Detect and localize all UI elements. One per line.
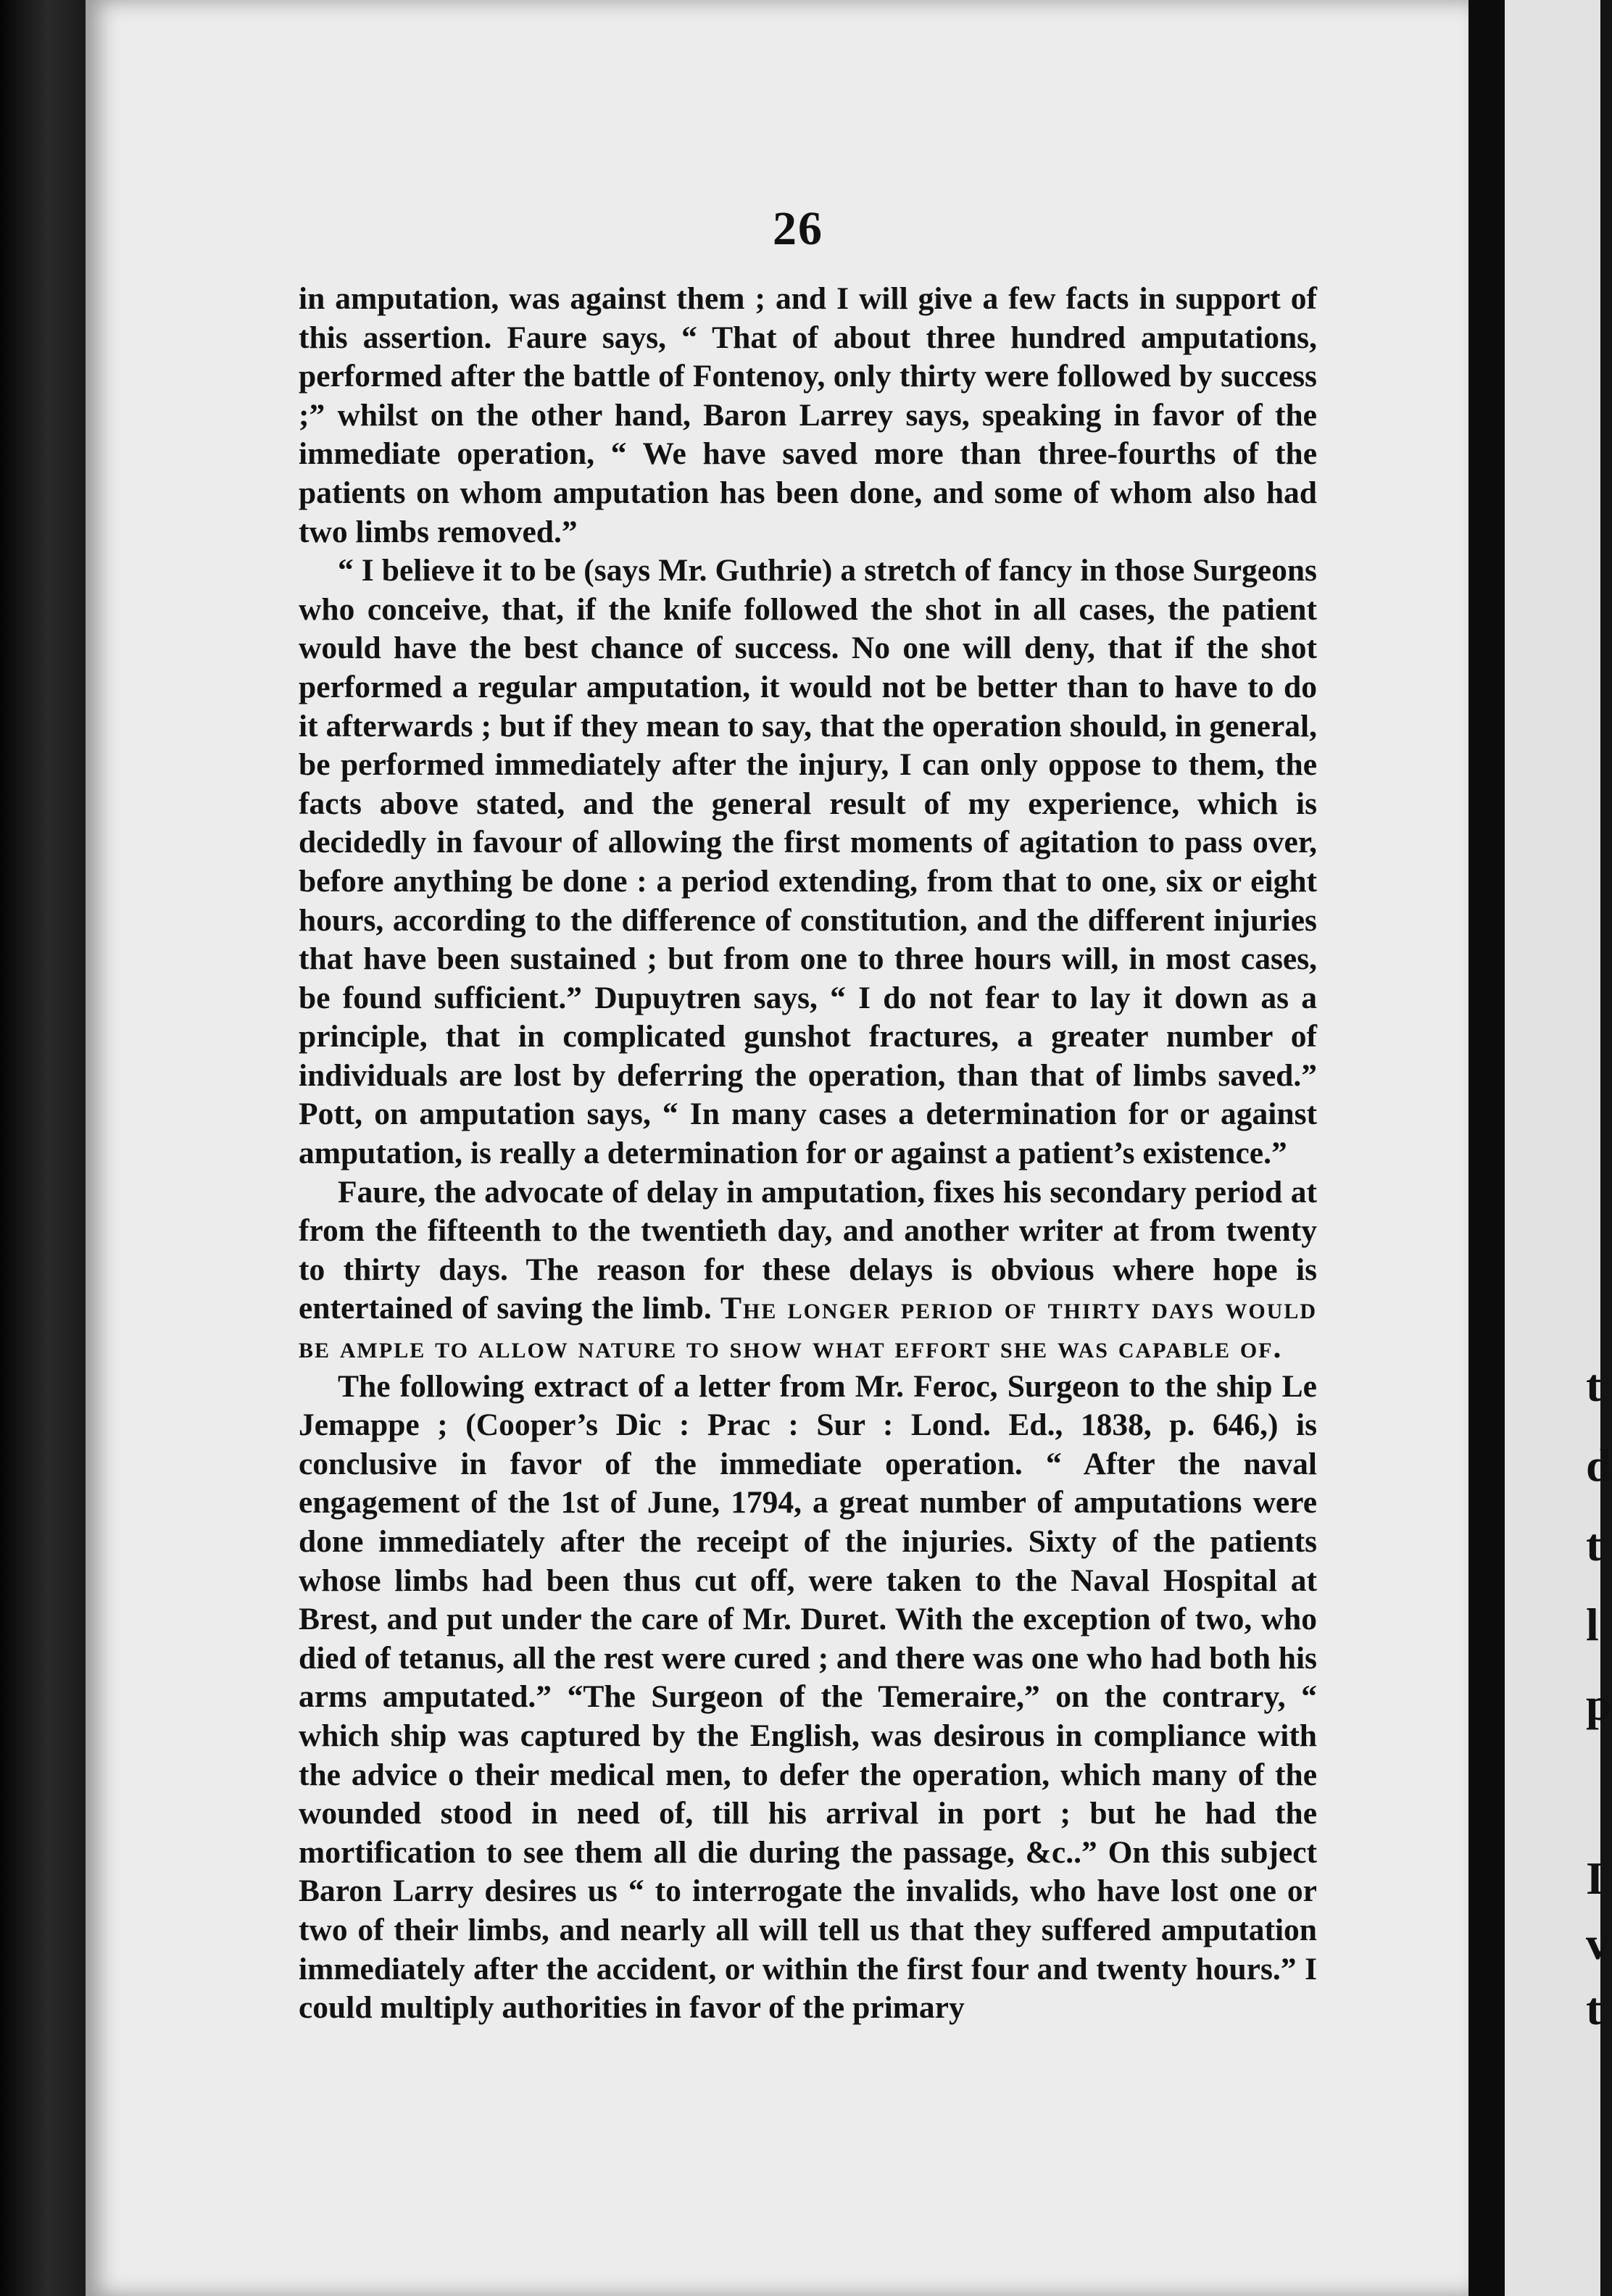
facing-page-fragment: p [1586,1679,1612,1730]
paragraph-2: “ I believe it to be (says Mr. Guthrie) a stretch of fancy in those Surgeons who conceive, that, if the knife followed the shot in all cases, the patient would have the best chance of success. No one will deny, that if the shot performed a regular amputation, it would not be better than to have to do it afterwards ; but if they mean to say, that the operation should, in general, be performed immediately after the injury, I can only oppose to them, the facts above stated, and the general result of my experience, which is decidedly in favour of allowing the first moments of agitation to pass over, before anything be done : a period extending, from that to one, six or eight hours, according to the difference of constitution, and the different injuries that have been sustained ; but from one to three hours will, in most cases, be found sufficient.” Dupuytren says, “ I do not fear to lay it down as a principle, that in complicated gunshot fractures, a greater number of individuals are lost by deferring the operation, than that of limbs saved.” Pott, on amputation says, “ In many cases a determination for or against amputation, is really a determination for or against a patient’s existence.” [299,553,1317,1171]
paragraph-3 [299,1173,1317,1368]
book-spine-shadow [0,0,87,2296]
paragraph-3-text: Faure, the advocate of delay in amputation, fixes his secondary period at from the fifteenth to the twentieth day, and another writer at from twenty to thirty days. The reason for these delays is obvious where hope is entertained of saving the limb. [299,1174,1317,1326]
facing-page-fragment: v [1586,1918,1609,1969]
facing-page-fragment: l [1586,1599,1599,1650]
facing-page-fragment: t [1586,1360,1602,1411]
page-number: 26 [773,202,823,255]
facing-page-fragment: I [1586,1852,1604,1904]
facing-page-edge [1505,0,1612,2296]
facing-page-fragment: t [1586,1519,1602,1571]
facing-page-fragment: t [1586,1983,1602,2034]
body-text [299,280,1317,2028]
page-gutter [1468,0,1505,2296]
paragraph-4: The following extract of a letter from Mr. Feroc, Surgeon to the ship Le Jemappe ; (Cooper’s Dic : Prac : Sur : Lond. Ed., 1838, p. 646,) is conclusive in favor of the immediate operation. “ After the naval engagement of the 1st of June, 1794, a great number of amputations were done immediately after the receipt of the injuries. Sixty of the patients whose limbs had been thus cut off, were taken to the Naval Hospital at Brest, and put under the care of Mr. Duret. With the exception of two, who died of tetanus, all the rest were cured ; and there was one who had both his arms amputated.” “The Surgeon of the Temeraire,” on the contrary, “ which ship was captured by the English, was desirous in compliance with the advice o their medical men, to defer the operation, which many of the wounded stood in need of, till his arrival in port ; but he had the mortification to see them all die during the passage, &c..” On this subject Baron Larry desires us “ to interrogate the invalids, who have lost one or two of their limbs, and nearly all will tell us that they suffered amputation immediately after the accident, or within the first four and twenty hours.” I could multiply authorities in favor of the primary [299,1368,1317,2026]
paragraph-3-small-caps: The longer period of thirty days would be ample to allow nature to show what effort she was capable of. [299,1291,1318,1365]
facing-page-fragment: d [1586,1439,1612,1491]
paragraph-1: in amputation, was against them ; and I will give a few facts in support of this assertion. Faure says, “ That of about three hundred amputations, performed after the battle of Fontenoy, only thirty were followed by success ;” whilst on the other hand, Baron Larrey says, speaking in favor of the immediate operation, “ We have saved more than three-fourths of the patients on whom amputation has been done, and some of whom also had two limbs removed.” [299,281,1317,549]
